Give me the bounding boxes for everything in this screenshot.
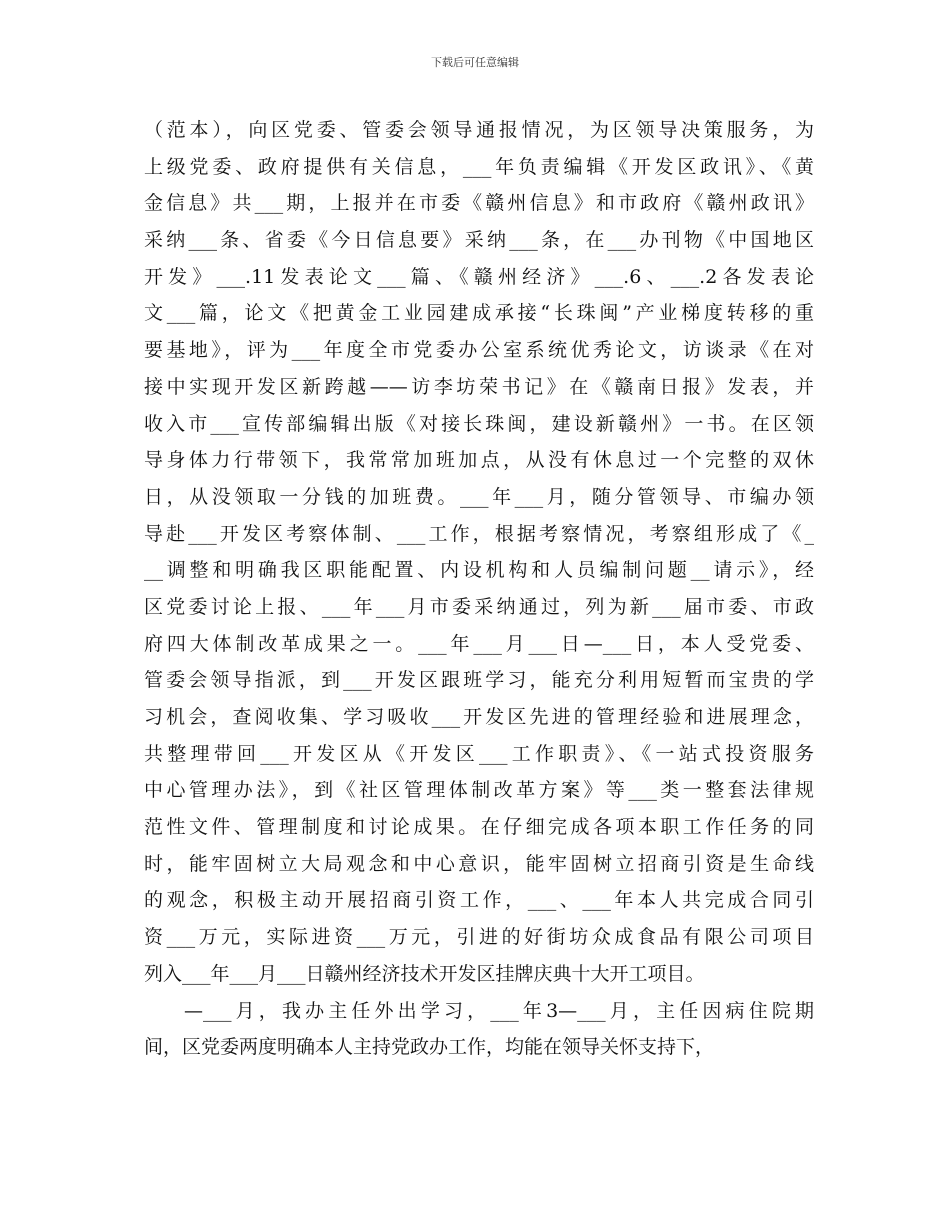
body-line: 采纳___条、省委《今日信息要》采纳___条，在___办刊物《中国地区 <box>144 229 814 252</box>
body-line: （范本），向区党委、管委会领导通报情况，为区领导决策服务，为 <box>144 119 814 141</box>
body-line: __调整和明确我区职能配置、内设机构和人员编制问题__请示》，经 <box>144 559 814 582</box>
body-line: 习机会，查阅收集、学习吸收___开发区先进的管理经验和进展理念， <box>144 706 814 728</box>
body-line: 金信息》共___期，上报并在市委《赣州信息》和市政府《赣州政讯》 <box>144 192 814 215</box>
body-line: 间，区党委两度明确本人主持党政办工作，均能在领导关怀支持下， <box>144 1036 715 1059</box>
body-line: 区党委讨论上报、___年___月市委采纳通过，列为新___届市委、市政 <box>144 595 814 618</box>
body-line: 收入市___宣传部编辑出版《对接长珠闽，建设新赣州》一书。在区领 <box>144 412 814 435</box>
body-line: 要基地》，评为___年度全市党委办公室系统优秀论文，访谈录《在对 <box>144 339 814 362</box>
body-line: 接中实现开发区新跨越——访李坊荣书记》在《赣南日报》发表，并 <box>144 375 814 398</box>
body-line: 上级党委、政府提供有关信息，___年负责编辑《开发区政讯》、《黄 <box>144 155 814 178</box>
body-line: 管委会领导指派，到___开发区跟班学习，能充分利用短暂而宝贵的学 <box>144 669 814 692</box>
body-line: 开发》___.11发表论文___篇、《赣州经济》___.6、___.2各发表论 <box>144 265 814 288</box>
body-line: 时，能牢固树立大局观念和中心意识，能牢固树立招商引资是生命线 <box>144 852 814 875</box>
body-line: 中心管理办法》，到《社区管理体制改革方案》等___类一整套法律规 <box>144 779 814 802</box>
page-header: 下载后可任意编辑 <box>431 56 519 69</box>
body-line: 日，从没领取一分钱的加班费。___年___月，随分管领导、市编办领 <box>144 485 814 508</box>
body-line: 的观念，积极主动开展招商引资工作，___、___年本人共完成合同引 <box>144 889 814 912</box>
body-line: 共整理带回___开发区从《开发区___工作职责》、《一站式投资服务 <box>144 742 814 765</box>
document-body <box>144 112 814 1066</box>
body-line: 资___万元，实际进资___万元，引进的好街坊众成食品有限公司项目 <box>144 926 814 949</box>
body-line: 范性文件、管理制度和讨论成果。在仔细完成各项本职工作任务的同 <box>144 816 814 839</box>
body-line: 列入___年___月___日赣州经济技术开发区挂牌庆典十大开工项目。 <box>144 962 705 985</box>
body-line: —___月，我办主任外出学习，___年3—___月，主任因病住院期 <box>184 999 814 1022</box>
body-line: 导赴___开发区考察体制、___工作，根据考察情况，考察组形成了《_ <box>144 522 814 545</box>
body-line: 导身体力行带领下，我常常加班加点，从没有休息过一个完整的双休 <box>144 449 814 472</box>
body-line: 府四大体制改革成果之一。___年___月___日—___日，本人受党委、 <box>144 632 814 655</box>
body-line: 文___篇，论文《把黄金工业园建成承接“长珠闽”产业梯度转移的重 <box>144 302 814 325</box>
